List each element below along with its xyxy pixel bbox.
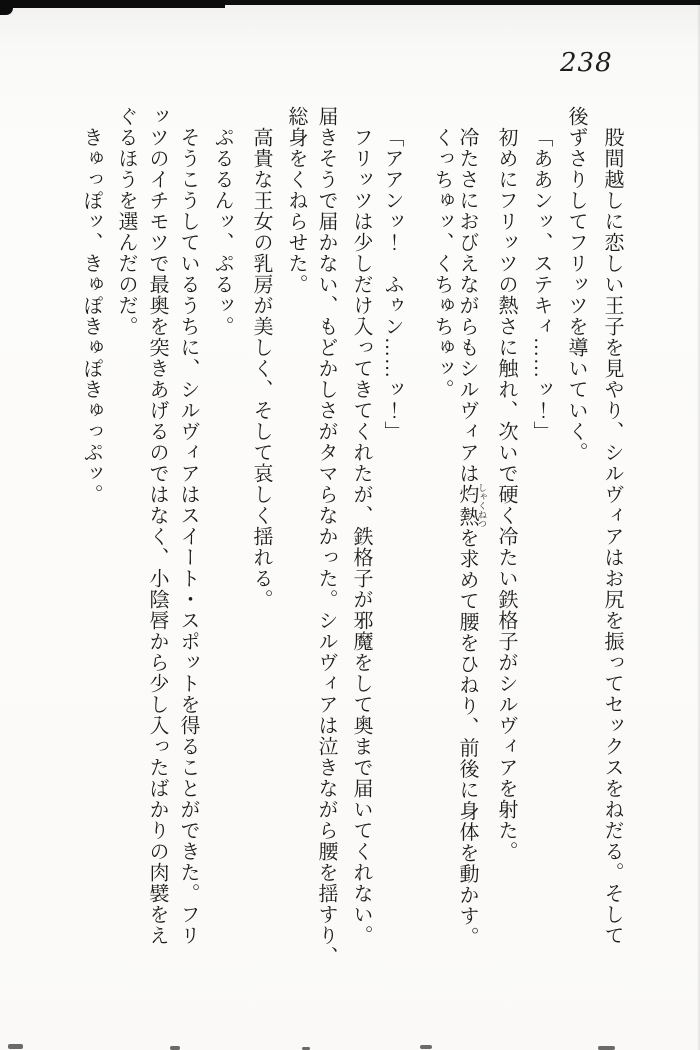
text-column-4: 初めにフリッツの熱さに触れ、次いで硬く冷たい鉄格子がシルヴィアを射た。 xyxy=(495,127,517,862)
page-number: 238 xyxy=(560,48,613,78)
text-column-12: ぷるるんッ、ぷるッ。 xyxy=(211,127,233,337)
text-column-16: きゅっぽッ、きゅぽきゅぽきゅっぷッ。 xyxy=(80,127,102,505)
scan-speck xyxy=(420,1045,432,1049)
scan-speck xyxy=(170,1046,180,1050)
text-column-6: くっちゅッ、くちゅちゅッ。 xyxy=(431,127,453,400)
furigana-ruby: 灼熱 しゃくねつ xyxy=(456,483,487,529)
text-column-14: ッツのイチモツで最奥を突きあげるのではなく、小陰唇から少し入ったばかりの肉襞をえ xyxy=(146,106,168,946)
text-column-7: 「アアンッ！ ふゥン……ッ！」 xyxy=(381,127,403,442)
vertical-text-area xyxy=(0,106,700,1006)
text-column-15: ぐるほうを選んだのだ。 xyxy=(115,106,137,337)
text-column-10: 総身をくねらせた。 xyxy=(285,106,307,295)
text-column-11: 高貴な王女の乳房が美しく、そして哀しく揺れる。 xyxy=(250,127,272,610)
text-column-3: 「ああンッ、ステキィ……ッ！」 xyxy=(530,127,552,442)
text-column-1: 股間越しに恋しい王子を見やり、シルヴィアはお尻を振ってセックスをねだる。そして xyxy=(601,127,623,946)
text-column-8: フリッツは少しだけ入ってきてくれたが、鉄格子が邪魔をして奥まで届いてくれない。 xyxy=(350,127,372,946)
text-column-5: 冷たさにおびえながらもシルヴィアは灼熱 しゃくねつを求めて腰をひねり、前後に身体を動かす。 xyxy=(456,127,487,948)
text-column-2: 後ずさりしてフリッツを導いていく。 xyxy=(565,106,587,463)
scan-corner-mark xyxy=(0,0,13,15)
scan-speck xyxy=(8,1044,23,1049)
text-column-9: 届きそうで届かない、もどかしさがタマらなかった。シルヴィアは泣きながら腰を揺すり、 xyxy=(315,106,337,967)
text-column-13: そうこうしているうちに、シルヴィアはスイート・スポットを得ることができた。フリ xyxy=(177,127,199,946)
scan-edge-top-left xyxy=(0,0,225,8)
scan-speck xyxy=(598,1046,615,1050)
